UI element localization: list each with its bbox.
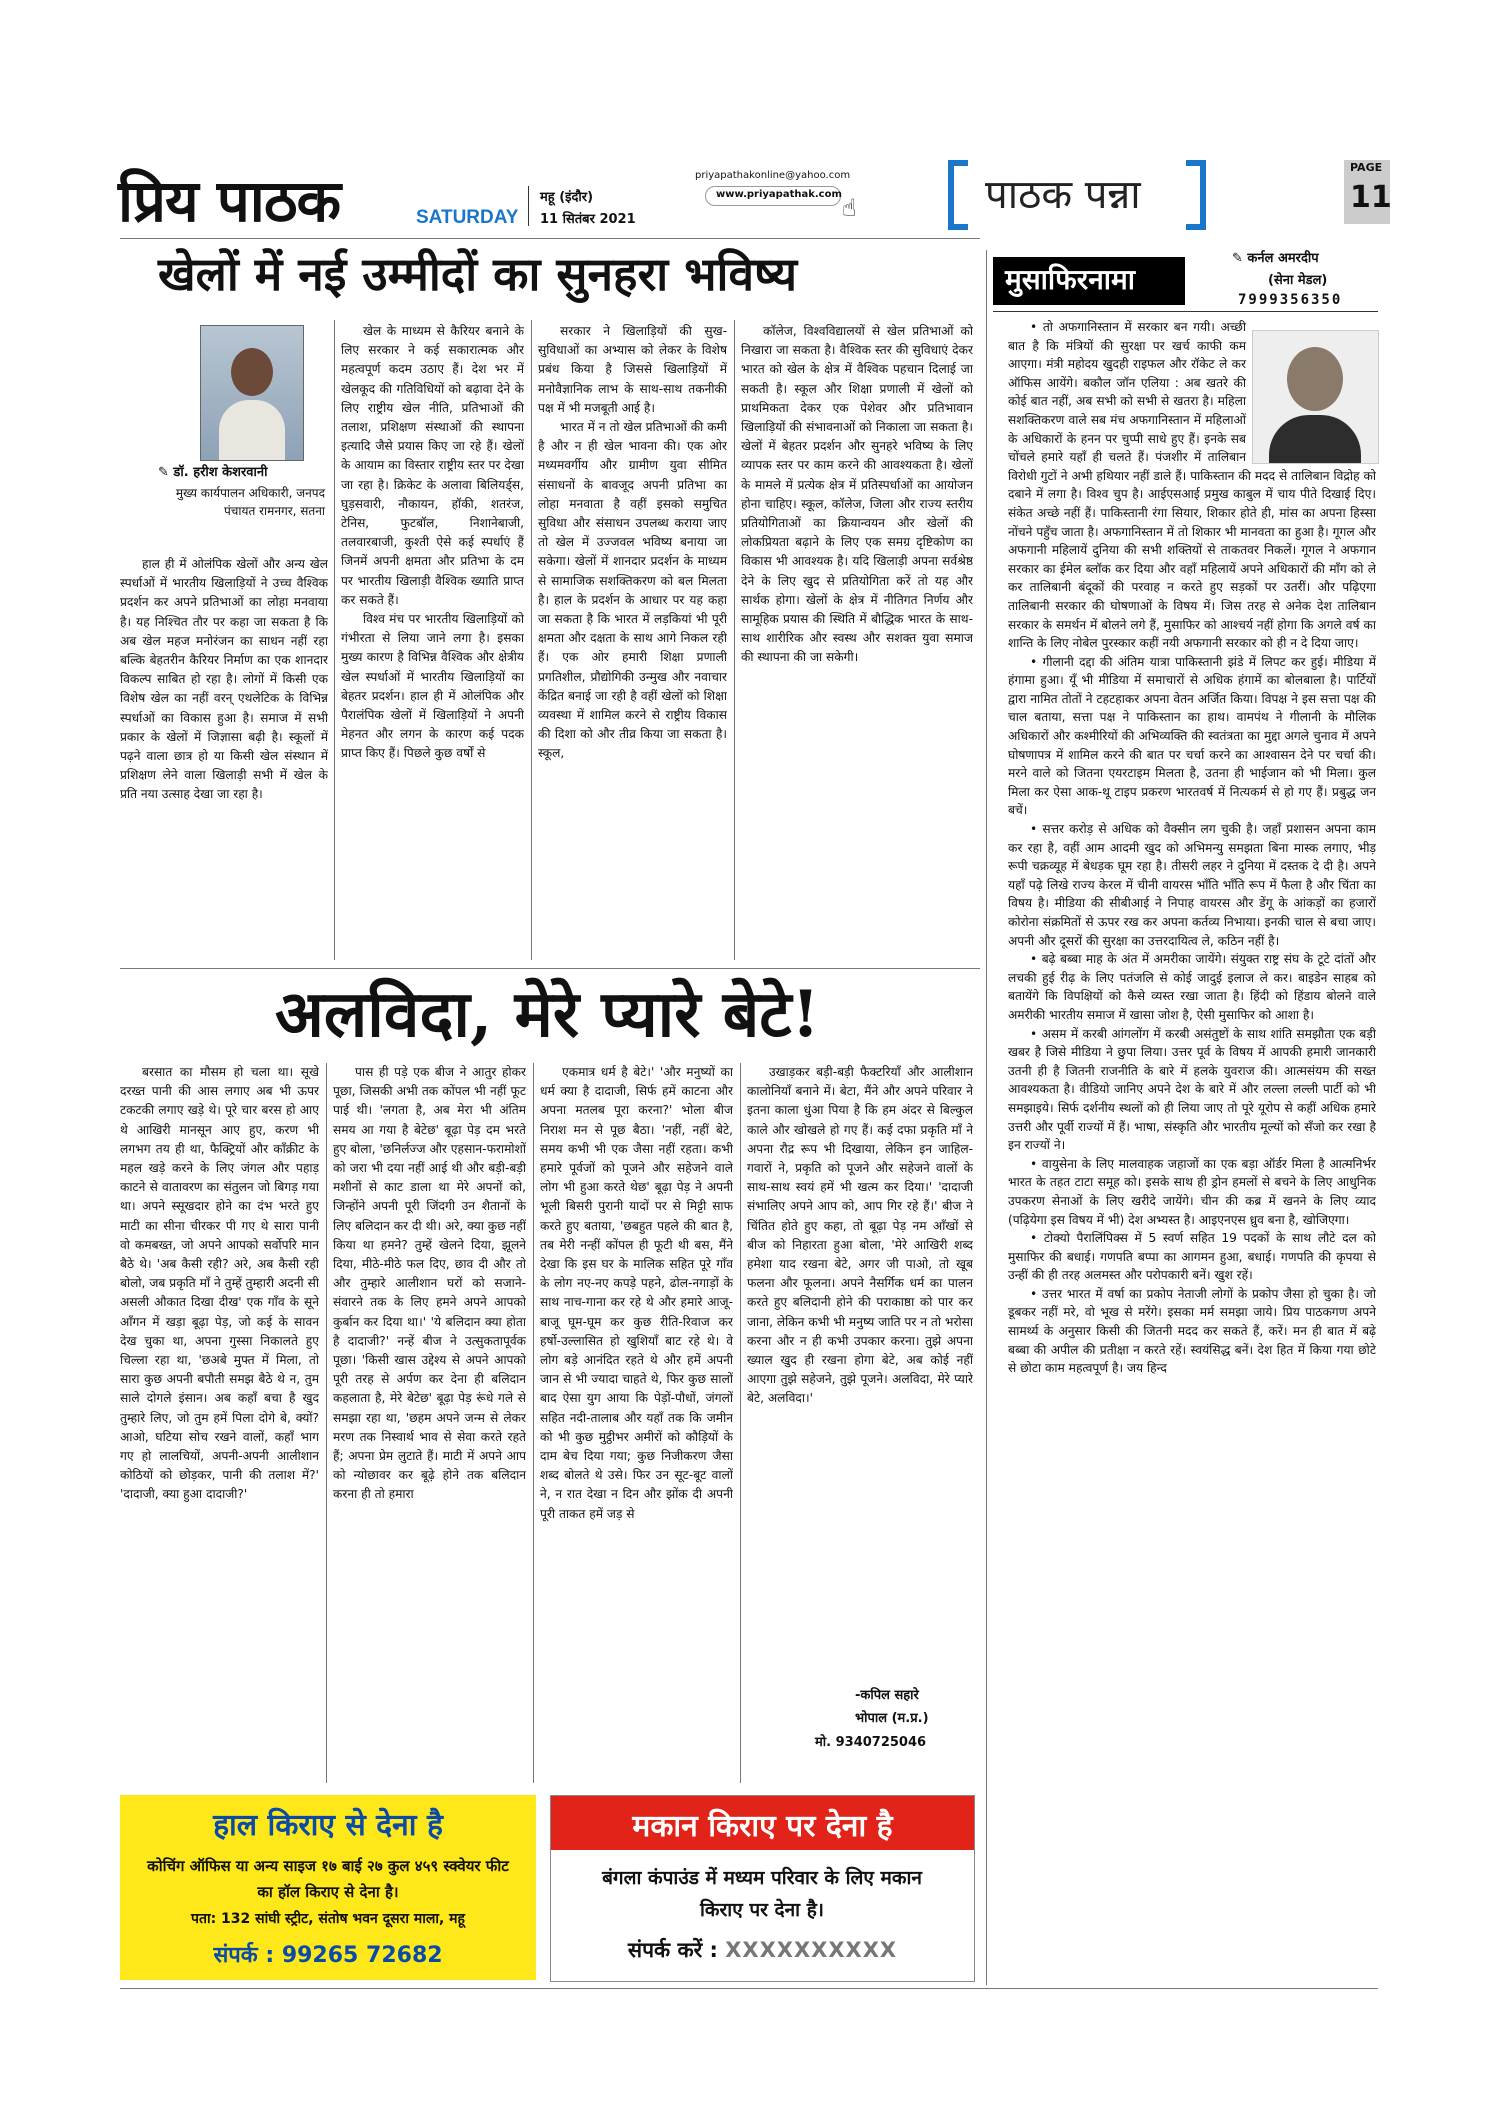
ad1-body: कोचिंग ऑफिस या अन्य साइज १७ बाई २७ कुल ४५९ स्क्वेयर फीट का हॉल किराए से देना है। <box>147 1857 509 1901</box>
article2-col1-text: बरसात का मौसम हो चला था। सूखे दरख्त पानी की आस लगाए अब भी ऊपर टकटकी लगाए खड़े थे। पूरे चार बरस हो आए थे आखिरी मानसून आए हुए, करण भी लगभग तय ही था, फैक्ट्रियों और कॉंक्रीट के महल खड़े करने के लिए जंगल और पहाड़ काटने से वातावरण का संतुलन जो बिगड़ गया था। अपने स्सूखदार होने का दंभ भरते हुए माटी का सीना चीरकर पी गए थे सारा पानी वो कमबख्त, जो अपने आपको सर्वोपरि मान बैठे थे। 'अब कैसी रही? अरे, अब कैसी रही बोलो, जब प्रकृति माँ ने तुम्हें तुम्हारी अदनी सी असली औकात दिखा दीख' एक गाँव के सूने आँगन में खड़ा बूढ़ा पेड़, जो कई के सावन देख चुका था, अपना गुस्सा निकालते हुए चिल्ला रहा था, 'छअबे मुफ्त में मिला, तो सारा कुछ अपनी बपौती समझ बैठे थे न, तुम साले दोगले इंसान। अब कहाँ बचा है खुद तुम्हारे लिए, जो तुम हमें पिला दोगे बे, क्यों? आओ, घटिया सोच रखने वालों, कहाँ भाग गए हो लालचियों, अपनी-अपनी आलीशान कोठियों को छोड़कर, पानी की तलाश में?' 'दादाजी, क्या हुआ दादाजी?' <box>120 1065 319 1502</box>
masthead-rule <box>120 238 980 239</box>
ad1-contact: संपर्क : 99265 72682 <box>213 1943 443 1968</box>
website-label[interactable]: www.priyapathak.com <box>716 189 842 200</box>
masthead <box>0 0 1500 240</box>
article1-headline: खेलों में नई उम्मीदों का सुनहरा भविष्य <box>158 247 798 301</box>
pen-icon: ✎ <box>158 465 174 480</box>
right-column-rule <box>986 250 987 1985</box>
article2-col1 <box>120 1063 319 1783</box>
article1-col1-text: हाल ही में ओलंपिक खेलों और अन्य खेल स्पर्धाओं में भारतीय खिलाड़ियों ने उच्च वैश्विक प्रदर्शन कर अपने प्रतिभाओं का लोहा मनवाया है। यह निश्चित तौर पर कहा जा सकता है कि अब खेल महज मनोरंजन का साधन नहीं रहा बल्कि बेहतरीन कैरियर निर्माण का एक शानदार विकल्प साबित हो रहा है। लोगों में किसी एक विशेष खेल का नहीं वरन्‌ एथलेटिक के विभिन्न स्पर्धाओं का विकास हुआ है। समाज में सभी प्रकार के खेलों में जिज्ञासा बढ़ी है। स्कूलों में पढ़ने वाला छात्र हो या किसी खेल संस्थान में प्रशिक्षण लेने वाला खिलाड़ी सभी में खेल के प्रति नया उत्साह देखा जा रहा है। <box>120 557 328 802</box>
ad2-contact-value: XXXXXXXXXX <box>725 1938 898 1962</box>
column-author <box>1232 248 1319 266</box>
article1-col2-text-b: विश्व मंच पर भारतीय खिलाड़ियों को गंभीरता से लिया जाने लगा है। इसका मुख्य कारण है विभिन्न वैश्विक और क्षेत्रीय खेल स्पर्धाओं में भारतीय खिलाड़ियों का बेहतर प्रदर्शन। हाल ही में ओलंपिक और पैरालंपिक खेलों में खिलाड़ियों ने अपनी मेहनत और लगन के कारण कई पदक प्राप्त किए हैं। पिछले कुछ वर्षों से <box>341 612 524 761</box>
place-label: महू (इंदौर) <box>540 190 594 205</box>
column-title: मुसाफिरनामा <box>1005 263 1136 296</box>
article2-author: -कपिल सहारे <box>855 1688 919 1703</box>
pen-icon: ✎ <box>1232 251 1248 266</box>
article1-author-role: मुख्य कार्यपालन अधिकारी, जनपद पंचायत रामनगर, सतना <box>175 486 325 518</box>
right-bracket-icon <box>1186 160 1206 230</box>
article1-col3 <box>538 322 727 962</box>
article2-col4 <box>747 1063 973 1663</box>
section-title: पाठक पन्ना <box>985 172 1141 218</box>
column-item: • असम में करबी आंगलोंग में करबी असंतुष्टों के साथ शांति समझौता एक बड़ी खबर है जिसे मीडिया ने छुपा लिया। उत्तर पूर्व के विषय में आपकी हमारी जानकारी उतनी ही है जितनी राजनीति के बारे में हलके युवराज की। आत्मसंयम की सख्त आवश्यकता है। वीडियो जानिए अपने देश के बारे में और लल्ला लल्ली पार्टी को भी समझाइये। सिर्फ दर्शनीय स्थलों को ही लिया जाए तो पूरे यूरोप से कहीं अधिक हमारे उत्तरी और पूर्वी राज्यों में हैं। भाषा, संस्कृति और भारतीय मूल्यों को सँजो कर रखा है इन राज्यों ने। <box>1008 1026 1376 1153</box>
day-label: SATURDAY <box>416 207 519 228</box>
date-label: 11 सितंबर 2021 <box>540 212 636 227</box>
ad-house-rent <box>550 1795 975 1982</box>
ad1-address: पता: 132 सांघी स्ट्रीट, संतोष भवन दूसरा माला, महू <box>191 1911 465 1927</box>
article1-col1 <box>120 555 328 975</box>
person-icon <box>231 348 273 396</box>
article2-city: भोपाल (म.प्र.) <box>855 1711 929 1726</box>
column-item: • गीलानी दद्दा की अंतिम यात्रा पाकिस्तानी झंडे में लिपट कर हुई। मीडिया में हंगामा हुआ। यूँ भी मीडिया में समाचारों से अधिक हंगामें का बोलबाला है। पार्टियों द्वारा नामित तोतों ने टहटहाकर अपना वेतन अर्जित किया। विपक्ष ने इस सत्ता पक्ष की चाल बताया, सत्ता पक्ष ने पाकिस्तान का हाथ। वामपंथ ने गीलानी के मौलिक अधिकारों और कश्मीरियों की अभिव्यक्ति की स्वतंत्रता का मुद्दा अगले चुनाव में अपने घोषणापत्र में शामिल करने की बात पर चर्चा करने का आश्वासन देने पर चर्चा की। मरने वाले को जितना एयरटाइम मिलता है, उतना ही भाईजान को भी मिला। कुल मिला कर ऐसा आक-थू टाइप प्रकरण भारतवर्ष में नित्यकर्म से हो गए हैं। प्रबुद्ध जन बचें। <box>1008 654 1376 818</box>
page-label: PAGE <box>1350 161 1383 174</box>
column-item: • उत्तर भारत में वर्षा का प्रकोप नेताजी लोगों के प्रकोप जैसा हो चुका है। जो डूबकर नहीं मरे, वो भूख से मरेंगे। इसका मर्म समझा जाये। प्रिय पाठकगण अपने सामर्थ्य के अनुसार किसी की जितनी मदद कर सकते हैं, करें। मन ही बात में बढ़े बब्बा की अपील की प्रतीक्षा न करते रहें। स्वयंसिद्ध बनें। देश हित में किया गया छोटे से छोटा काम महत्वपूर्ण है। जय हिन्द <box>1008 1286 1376 1376</box>
article2-col3-text: एकमात्र धर्म है बेटे।' 'और मनुष्यों का धर्म क्या है दादाजी, सिर्फ हमें काटना और अपना मतलब पूरा करना?' भोला बीज निराश मन से पूछ बैठा। 'नहीं, नहीं बेटे, समय कभी भी एक जैसा नहीं रहता। कभी हमारे पूर्वजों को पूजने और सहेजने वाले लोग भी हुआ करते थेछ' बूढ़ा पेड़ ने अपनी भूली बिसरी पुरानी यादों पर से मिट्टी साफ करते हुए बताया, 'छबहुत पहले की बात है, तब मेरी नन्हीं कोंपल ही फूटी थी बस, मैंने देखा कि इस घर के मालिक सहित पूरे गाँव के लोग नए-नए कपड़े पहने, ढोल-नगाड़ों के साथ नाच-गाना कर रहे थे और हमारे आजू-बाजू घूम-घूम कर कुछ रीति-रिवाज कर हर्षो-उल्लासित हो खुशियाँ बाट रहे थे। वे लोग बड़े आनंदित रहते थे और हमें अपनी जान से भी ज्यादा चाहते थे, फिर कुछ सालों बाद ऐसा युग आया कि पेड़ों-पौधों, जंगलों सहित नदी-तालाब और यहाँ तक कि जमीन को भी कुछ मुट्ठीभर अमीरों को कौड़ियों के दाम बेच दिया गया; कुछ निजीकरण जैसा शब्द बोलते थे उसे। फिर उन सूट-बूट वालों ने, न रात देखा न दिन और झोंक दी अपनी पूरी ताकत हमें जड़ से <box>540 1065 733 1521</box>
article1-col4 <box>741 322 973 962</box>
column-author-note: (सेना मेडल) <box>1268 273 1328 288</box>
logo: प्रिय पाठक <box>118 167 341 235</box>
article-divider <box>120 968 980 969</box>
column-author-name: कर्नल अमरदीप <box>1247 251 1319 266</box>
column-item: • सत्तर करोड़ से अधिक को वैक्सीन लग चुकी है। जहाँ प्रशासन अपना काम कर रहा है, वहीं आम आदमी खुद को अभिमन्यु समझता बिना मास्क लगाए, भीड़ रूपी चक्रव्यूह में बेधड़क घूम रहा है। तीसरी लहर ने दुनिया में दस्तक दे दी है। अपने यहाँ पढ़े लिखे राज्य केरल में चीनी वायरस भाँति भाँति रूप में फैला है और चिंता का विषय है। मीडिया की सीबीआई ने निपाह वायरस और डेंगू के आंकड़ों का हजारों कोरोना संक्रमितों से ऊपर रख कर अपना कर्तव्य निभाया। इनकी चाल से बचा जाए। अपनी और दूसरों की सुरक्षा का उत्तरदायित्व ले, कठिन नहीं है। <box>1008 822 1376 948</box>
article1-col4-text: कॉलेज, विश्वविद्यालयों से खेल प्रतिभाओं को निखारा जा सकता है। वैश्विक स्तर की सुविधाएं देकर भारत को खेल के क्षेत्र में वैश्विक पहचान दिलाई जा सकती है। स्कूल और शिक्षा प्रणाली में खेलों को प्राथमिकता देकर एक पेशेवर और प्रतिभावान खिलाड़ियों की संभावनाओं को निकाला जा सकता है। खेलों में बेहतर प्रदर्शन और सुनहरे भविष्य के लिए व्यापक स्तर पर काम करने की आवश्यकता है। खेलों के मामले में प्रत्येक क्षेत्र में प्रतिस्पर्धाओं का आयोजन होना चाहिए। स्कूल, कॉलेज, जिला और राज्य स्तरीय प्रतियोगिताओं का क्रियान्वयन और खेलों की लोकप्रियता बढ़ाने के लिए एक समग्र दृष्टिकोण का विकास भी आवश्यक है। यदि खिलाड़ी अपना सर्वश्रेष्ठ देने के लिए खुद से प्रतियोगिता करें तो यह और सार्थक होगा। खेलों के क्षेत्र में नीतिगत निर्णय और सामूहिक प्रयास की स्थिति में बौद्धिक भारत के साथ-साथ शारीरिक और स्वस्थ और सशक्त युवा समाज की स्थापना की जा सकेगी। <box>741 324 973 665</box>
article1-author <box>158 462 267 480</box>
article2-mobile: मो. 9340725046 <box>815 1735 927 1750</box>
column-item: • बढ़े बब्बा माह के अंत में अमरीका जायेंगे। संयुक्त राष्ट्र संघ के टूटे दांतों और लचकी हुई रीढ़ के लिए पतंजलि से कोई जादुई इलाज ले कर। बाइडेन साहब को बतायेंगे कि विपक्षियों को कैसे व्यस्त रखा जाता है। हिंदी को हिंडाय बोलने वाले अमरीकी भारतीय समाज में खासा जोश है, ऐसी मुसाफिर को आशा है। <box>1008 952 1376 1022</box>
column-body <box>994 318 1376 1983</box>
article1-col2 <box>341 322 524 962</box>
email-label[interactable]: priyapathakonline@yahoo.com <box>695 170 851 181</box>
date-divider <box>528 186 529 226</box>
column-item: • वायुसेना के लिए मालवाहक जहाजों का एक बड़ा ऑर्डर मिला है आत्मनिर्भर भारत के तहत टाटा समूह को। इसके साथ ही ड्रोन हमलों से बचने के लिए आधुनिक उपकरण सेनाओं के लिए खरीदे जायेंगे। चीन की कब्र में खनने के लिए व्याद (पढ़ियेगा इस विषय में भी) देश अभ्यस्त है। आइएनएस ध्रुव बना है, खोजिएगा। <box>1008 1156 1376 1227</box>
column-item: • तो अफगानिस्तान में सरकार बन गयी। अच्छी बात है कि मंत्रियों की सुरक्षा पर खर्च काफी कम आएगा। मंत्री महोदय खुदही राइफल और रॉकेट ले कर ऑफिस आयेंगे। बकौल जॉन एलिया : अब खतरे की कोई बात नहीं, अब सभी को सभी से खतरा है। महिला सशक्तिकरण वाले सब मंच अफगानिस्तान में महिलाओं के अधिकारों के हनन पर चुप्पी साधे हुए हैं। इनके सब चोंचले हमारे यहाँ ही चलते हैं। पंजशीर में तालिबान विरोधी गुटों ने अभी हथियार नहीं डाले हैं। पाकिस्तान की मदद से तालिबान विद्रोह को दबाने में लगा है। विश्व चुप है। आईएसआई प्रमुख काबुल में चाय पीते दिखाई दिए। संकेत अच्छे नहीं हैं। पाकिस्तानी रंगा सियार, शिकार होते ही, मांस का अपना हिस्सा नोंचने पहुँच जाता है। अफगानिस्तान में तो शिकार भी मानवता का हुआ है। गूगल और अफगानी महिलायें दुनिया की सभी शक्तियों से ताकतवर निकलें। गूगल ने अफगान सरकार का ईमेल ब्लॉक कर दिया और वहाँ महिलायें अपने अधिकारों की माँग को ले कर तालिबानी बंदूकों की परवाह न करते हुए सड़कों पर उतरीं। और पढ़िएगा तालिबानी सरकार की घोषणाओं के विषय में। जिस तरह से अनेक देश तालिबान सरकार के समर्थन में बोलने लगे हैं, मुसाफिर को आश्चर्य नहीं होगा कि अगले वर्ष का शान्ति के लिए नोबेल पुरस्कार कहीं नयी अफगानी सरकार को ही न दे दिया जाए। <box>1008 320 1376 651</box>
article1-col3-text-a: सरकार ने खिलाड़ियों की सुख-सुविधाओं का अभ्यास को लेकर के विशेष प्रबंध किया है जिससे खिलाड़ियों में मनोवैज्ञानिक लाभ के साथ-साथ तकनीकी पक्ष में भी मजबूती आई है। <box>538 324 727 415</box>
author-photo <box>200 325 304 461</box>
article2-col2 <box>333 1063 526 1783</box>
left-bracket-icon <box>948 160 968 230</box>
article2-headline: अलविदा, मेरे प्यारे बेटे! <box>275 977 820 1052</box>
bottom-rule <box>120 1988 1378 1989</box>
article2-col4-text: उखाड़कर बड़ी-बड़ी फैक्टरियाँ और आलीशान कालोनियाँ बनाने में। बेटा, मैंने और अपने परिवार ने इतना काला धुंआ पिया है कि हम अंदर से बिल्कुल काले और खोखले हो गए हैं। कई दफा प्रकृति माँ ने अपना रौद्र रूप भी दिखाया, लेकिन इन जाहिल-गवारों ने, प्रकृति को पूजने और सहेजने वालों के साथ-साथ स्वयं हमें भी खत्म कर दिया।' 'दादाजी संभालिए अपने आप को, आप गिर रहे हैं।' बीज ने चिंतित होते हुए कहा, तो बूढ़ा पेड़ नम आँखों से बीज को निहारता हुआ बोला, 'मेरे आखिरी शब्द हमेशा याद रखना बेटे, अगर जी पाओ, तो खूब फलना और फूलना। अपने नैसर्गिक धर्म का पालन करते हुए बलिदानी होने की पराकाष्ठा को पार कर जाना, लेकिन कभी भी मनुष्य जाति पर न तो भरोसा करना और न ही कभी उपकार करना। तुझे अपना ख्याल खुद ही रखना होगा बेटे, अब कोई नहीं आएगा तुझे सहेजने, तुझे पूजने। अलविदा, मेरे प्यारे बेटे, अलविदा।' <box>747 1065 973 1406</box>
ad2-title: मकान किराए पर देना है <box>632 1809 893 1844</box>
ad2-body: बंगला कंपाउंड में मध्यम परिवार के लिए मकान किराए पर देना है। <box>602 1867 922 1921</box>
article2-col2-text: पास ही पड़े एक बीज ने आतुर होकर पूछा, जिसकी अभी तक कोंपल भी नहीं फूट पाई थी। 'लगता है, अब मेरा भी अंतिम समय आ गया है बेटेछ' बूढ़ा पेड़ दम भरते हुए बोला, 'छनिर्लज्ज और एहसान-फरामोशों को जरा भी दया नहीं आई थी और बड़ी-बड़ी मशीनों से काट डाला था मेरे अपनों को, जिन्होंने अपनी पूरी जिंदगी उन शैतानों के लिए बलिदान कर दी थी। अरे, क्या कुछ नहीं किया था हमने? तुम्हें खेलने दिया, झूलने दिया, मीठे-मीठे फल दिए, छाव दी और तो और तुम्हारे आलीशान घरों को सजाने-संवारने तक के लिए हमने अपने आपको कुर्बान कर दिया था।' 'ये बलिदान क्या होता है दादाजी?' नन्हें बीज ने उत्सुकतापूर्वक पूछा। 'किसी खास उद्देश्य से अपने आपको पूरी तरह से अर्पण कर देना ही बलिदान कहलाता है, मेरे बेटेछ' बूढ़ा पेड़ रूंधे गले से समझा रहा था, 'छहम अपने जन्म से लेकर मरण तक निस्वार्थ भाव से सेवा करते रहते हैं; अपना प्रेम लुटाते हैं। माटी में अपने आप को न्योछावर कर बूढ़े होने तक बलिदान करना ही तो हमारा <box>333 1065 526 1502</box>
article1-col3-text-b: भारत में न तो खेल प्रतिभाओं की कमी है और न ही खेल भावना की। एक ओर मध्यमवर्गीय और ग्रामीण युवा सीमित संसाधनों के बावजूद अपनी प्रतिभा का लोहा मनवाता है वहीं इसको समुचित सुविधा और संसाधन उपलब्ध कराया जाए तो खेल में उज्जवल भविष्य बनाया जा सकेगा। खेलों में शानदार प्रदर्शन के माध्यम से सामाजिक सशक्तिकरण को बल मिलता है। हाल के प्रदर्शन के आधार पर यह कहा जा सकता है कि भारत में लड़कियां भी पूरी क्षमता और दक्षता के साथ आगे निकल रही हैं। एक ओर हमारी शिक्षा प्रणाली प्रगतिशील, प्रौद्योगिकी उन्मुख और नवाचार केंद्रित बनाई जा रही है वहीं खेलों को शिक्षा व्यवस्था में शामिल करने से राष्ट्रीय विकास की दिशा को और तीव्र किया जा सकता है। स्कूल, <box>538 420 727 761</box>
ad2-contact-label: संपर्क करें : <box>627 1938 718 1962</box>
column-item: • टोक्यो पैरालिंपिक्स में 5 स्वर्ण सहित 19 पदकों के साथ लौटे दल को मुसाफिर की बधाई। गणपति बप्पा का आगमन हुआ, बधाई। गणपति की कृपया से उन्हीं की ही तरह अलमस्त और परोपकारी बनें। खुश रहें। <box>1008 1231 1376 1283</box>
column-photo-spacer <box>1246 318 1376 466</box>
article2-col3 <box>540 1063 733 1783</box>
ad1-title: हाल किराए से देना है <box>213 1808 443 1843</box>
column-phone: 7999356350 <box>1238 292 1343 308</box>
ad-hall-rent <box>120 1795 536 1980</box>
article1-col2-text-a: खेल के माध्यम से कैरियर बनाने के लिए सरकार ने कई सकारात्मक और महत्वपूर्ण कदम उठाए हैं। देश भर में खेलकूद की गतिविधियों को बढ़ावा देने के लिए राष्ट्रीय खेल नीति, प्रतिभाओं की तलाश, प्रशिक्षण संस्थाओं की स्थापना इत्यादि जैसे प्रयास किए जा रहे हैं। खेलों के आयाम का विस्तार राष्ट्रीय स्तर पर देखा जा रहा है। क्रिकेट के अलावा बिलियर्ड्स, घुड़सवारी, नौकायन, हॉकी, शतरंज, टेनिस, फुटबॉल, निशानेबाजी, तलवारबाजी, कुश्ती ऐसे कई स्पर्धाएं हैं जिनमें अपनी क्षमता और प्रतिभा के दम पर भारतीय खिलाड़ी वैश्विक ख्याति प्राप्त कर सकते हैं। <box>341 324 524 607</box>
page-number: 11 <box>1350 180 1392 215</box>
cursor-hand-icon: ☝ <box>842 194 857 222</box>
ad2-contact <box>551 1936 974 1964</box>
article1-author-name: डॉ. हरीश केशरवानी <box>173 465 268 480</box>
